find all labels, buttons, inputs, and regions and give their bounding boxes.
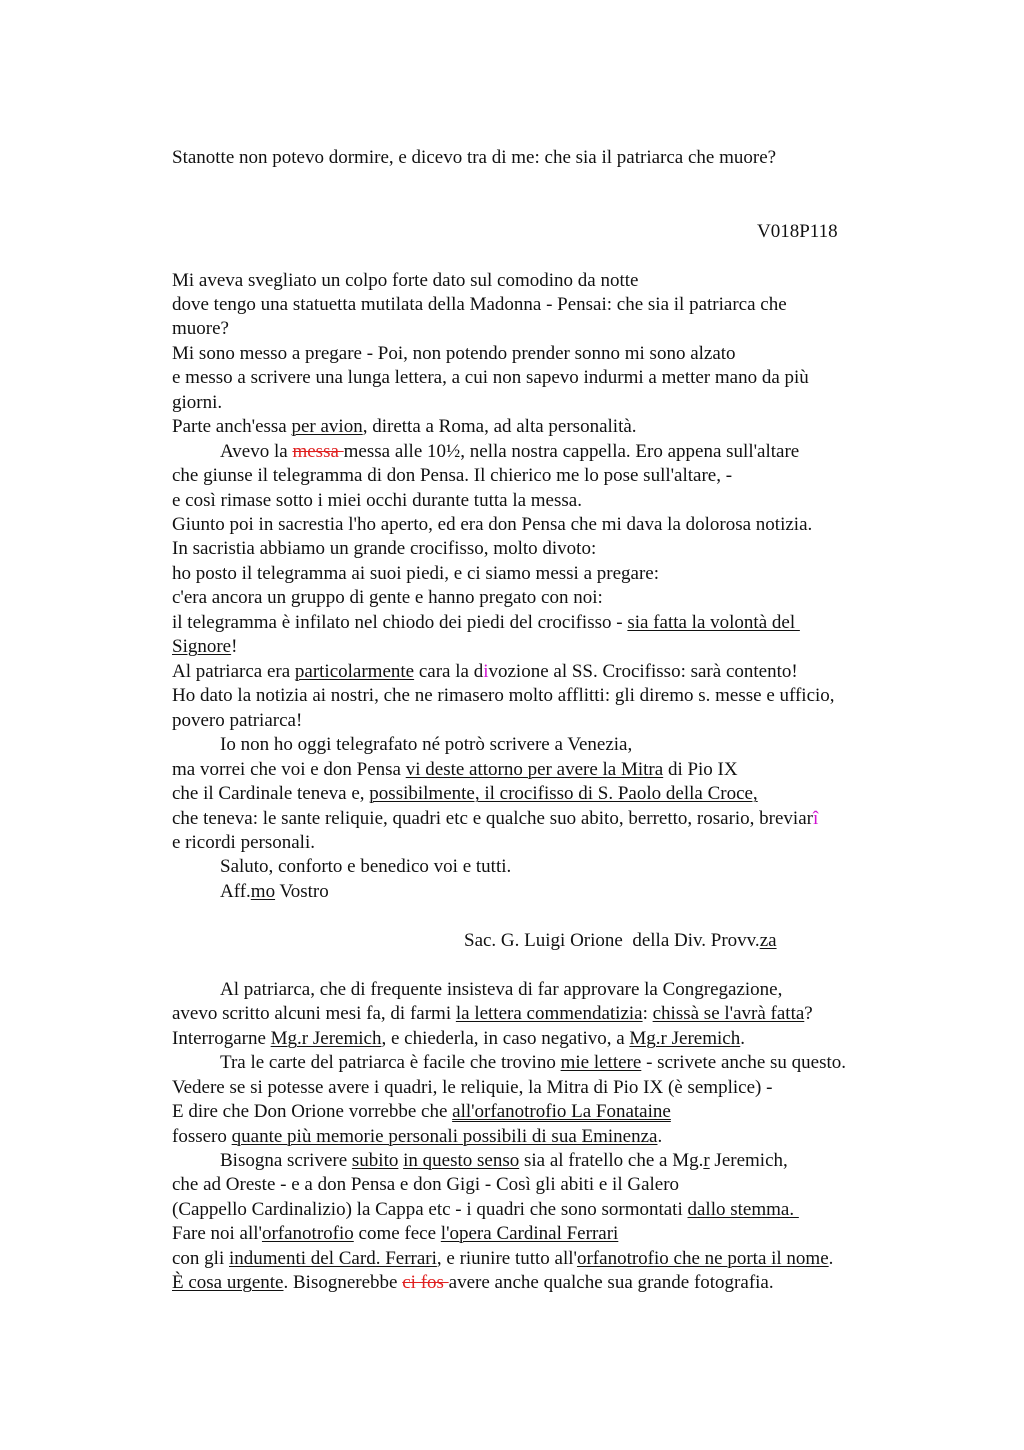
- underlined-text: Signore: [172, 636, 232, 657]
- text-line: Fare noi all'orfanotrofio come fece l'opera Cardinal Ferrari: [172, 1223, 619, 1244]
- underlined-text: orfanotrofio: [261, 1223, 354, 1244]
- text-line: Interrogarne Mg.r Jeremich, e chiederla, in caso negativo, a Mg.r Jeremich.: [172, 1028, 745, 1049]
- underlined-text: per avion: [291, 416, 363, 437]
- text-line: È cosa urgente. Bisognerebbe ci fos avere anche qualche sua grande fotografia.: [172, 1272, 774, 1293]
- text-line: ho posto il telegramma ai suoi piedi, e ci siamo messi a pregare:: [172, 563, 660, 584]
- underlined-text: in questo senso: [403, 1150, 520, 1171]
- text-line: Al patriarca era particolarmente cara la divozione al SS. Crocifisso: sarà contento!: [172, 661, 798, 682]
- text-line: che teneva: le sante reliquie, quadri etc e qualche suo abito, berretto, rosario, breviarî: [172, 808, 819, 829]
- underlined-text: vi deste attorno per avere la Mitra: [405, 759, 664, 780]
- text-line: Parte anch'essa per avion, diretta a Roma, ad alta personalità.: [172, 416, 637, 437]
- text-line: Mi aveva svegliato un colpo forte dato sul comodino da notte: [172, 270, 639, 291]
- text-line: e messo a scrivere una lunga lettera, a cui non sapevo indurmi a metter mano da più: [172, 367, 809, 388]
- text-line: In sacristia abbiamo un grande crocifisso, molto divoto:: [172, 538, 597, 559]
- underlined-text: mo: [250, 881, 276, 902]
- text-line: che il Cardinale teneva e, possibilmente, il crocifisso di S. Paolo della Croce,: [172, 783, 758, 804]
- underlined-text: la lettera commendatizia: [455, 1003, 643, 1024]
- underlined-text: subito: [351, 1150, 399, 1171]
- underlined-text: possibilmente, il crocifisso di S. Paolo della Croce,: [369, 783, 758, 804]
- text-line: avevo scritto alcuni mesi fa, di farmi la lettera commendatizia: chissà se l'avrà fatta?: [172, 1003, 813, 1024]
- underlined-text: indumenti del Card. Ferrari: [229, 1248, 437, 1269]
- underlined-text: Mg.r Jeremich: [270, 1028, 382, 1049]
- text-line: Tra le carte del patriarca è facile che trovino mie lettere - scrivete anche su questo.: [220, 1052, 847, 1073]
- text-line: Stanotte non potevo dormire, e dicevo tra di me: che sia il patriarca che muore?: [172, 147, 777, 168]
- text-line: Avevo la messa messa alle 10½, nella nostra cappella. Ero appena sull'altare: [220, 441, 800, 462]
- text-line: (Cappello Cardinalizio) la Cappa etc - i quadri che sono sormontati dallo stemma.: [172, 1199, 799, 1220]
- text-line: Saluto, conforto e benedico voi e tutti.: [220, 856, 512, 877]
- underlined-text: particolarmente: [294, 661, 415, 682]
- text-line: Al patriarca, che di frequente insisteva di far approvare la Congregazione,: [220, 979, 783, 1000]
- text-line: Ho dato la notizia ai nostri, che ne rimasero molto afflitti: gli diremo s. messe e ufficio,: [172, 685, 835, 706]
- underlined-text: r: [703, 1150, 710, 1171]
- text-line: che giunse il telegramma di don Pensa. Il chierico me lo pose sull'altare, -: [172, 465, 733, 486]
- text-line: fossero quante più memorie personali possibili di sua Eminenza.: [172, 1126, 663, 1147]
- text-line: E dire che Don Orione vorrebbe che all'orfanotrofio La Fonataine: [172, 1101, 671, 1122]
- text-line: e ricordi personali.: [172, 832, 315, 853]
- underlined-text: dallo stemma.: [687, 1199, 799, 1220]
- text-line: Bisogna scrivere subito in questo senso sia al fratello che a Mg.r Jeremich,: [220, 1150, 788, 1171]
- text-line: Vedere se si potesse avere i quadri, le reliquie, la Mitra di Pio IX (è semplice) -: [172, 1077, 773, 1098]
- document-reference-code: V018P118: [757, 221, 838, 242]
- text-line: il telegramma è infilato nel chiodo dei piedi del crocifisso - sia fatta la volontà del: [172, 612, 800, 633]
- underlined-text: l'opera Cardinal Ferrari: [440, 1223, 619, 1244]
- text-line: Io non ho oggi telegrafato né potrò scrivere a Venezia,: [220, 734, 633, 755]
- text-line: Giunto poi in sacrestia l'ho aperto, ed era don Pensa che mi dava la dolorosa notizia.: [172, 514, 813, 535]
- underlined-text: orfanotrofio che ne porta il nome: [576, 1248, 829, 1269]
- underlined-text: chissà se l'avrà fatta: [652, 1003, 805, 1024]
- text-line: Aff.mo Vostro: [220, 881, 329, 902]
- underlined-text: quante più memorie personali possibili di sua Eminenza: [231, 1126, 658, 1147]
- highlighted-letter: î: [812, 808, 819, 829]
- text-line: Signore!: [172, 636, 238, 657]
- underlined-text: sia fatta la volontà del: [627, 612, 800, 633]
- highlighted-letter: i: [483, 661, 489, 682]
- signature-line: Sac. G. Luigi Orione della Div. Provv.za: [464, 930, 777, 951]
- text-line: dove tengo una statuetta mutilata della Madonna - Pensai: che sia il patriarca che: [172, 294, 787, 315]
- text-line: povero patriarca!: [172, 710, 303, 731]
- text-line: Mi sono messo a pregare - Poi, non potendo prender sonno mi sono alzato: [172, 343, 736, 364]
- text-line: con gli indumenti del Card. Ferrari, e riunire tutto all'orfanotrofio che ne porta il nome.: [172, 1248, 834, 1269]
- underlined-text: Mg.r Jeremich: [629, 1028, 741, 1049]
- underlined-text: mie lettere: [560, 1052, 642, 1073]
- text-line: muore?: [172, 318, 229, 339]
- text-line: c'era ancora un gruppo di gente e hanno pregato con noi:: [172, 587, 603, 608]
- underlined-text: È cosa urgente: [172, 1272, 284, 1293]
- text-line: ma vorrei che voi e don Pensa vi deste attorno per avere la Mitra di Pio IX: [172, 759, 738, 780]
- underlined-text: za: [759, 930, 777, 951]
- double-underlined-text: all'orfanotrofio La Fonataine: [452, 1101, 671, 1122]
- deleted-text: ci fos: [402, 1272, 449, 1293]
- text-line: che ad Oreste - e a don Pensa e don Gigi - Così gli abiti e il Galero: [172, 1174, 680, 1195]
- deleted-text: messa: [292, 441, 344, 462]
- text-line: e così rimase sotto i miei occhi durante tutta la messa.: [172, 490, 582, 511]
- text-line: giorni.: [172, 392, 223, 413]
